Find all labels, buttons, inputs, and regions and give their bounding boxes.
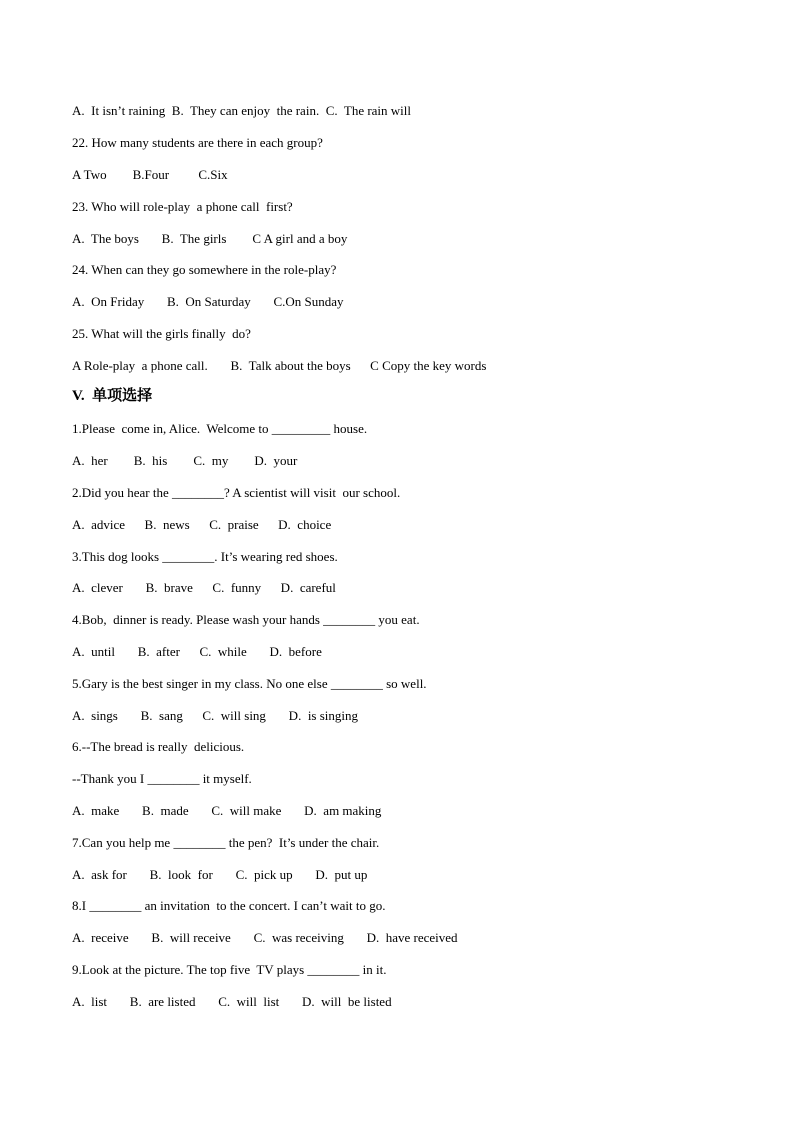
mc-question-8: 8.I ________ an invitation to the concert. I can’t wait to go.	[72, 898, 386, 913]
mc-question-3-options: A. clever B. brave C. funny D. careful	[72, 580, 336, 595]
question-22: 22. How many students are there in each group?	[72, 135, 323, 150]
mc-question-5: 5.Gary is the best singer in my class. No one else ________ so well.	[72, 676, 427, 691]
mc-question-6-reply: --Thank you I ________ it myself.	[72, 771, 252, 786]
question-25: 25. What will the girls finally do?	[72, 326, 251, 341]
question-21-options: A. It isn’t raining B. They can enjoy the rain. C. The rain will	[72, 103, 412, 118]
question-22-options: A Two B.Four C.Six	[72, 167, 228, 182]
mc-question-1-options: A. her B. his C. my D. your	[72, 453, 298, 468]
section-heading: V. 单项选择	[72, 388, 153, 404]
question-23: 23. Who will role-play a phone call first?	[72, 199, 293, 214]
mc-question-2: 2.Did you hear the ________? A scientist will visit our school.	[72, 485, 401, 500]
question-24: 24. When can they go somewhere in the role-play?	[72, 262, 337, 277]
question-24-options: A. On Friday B. On Saturday C.On Sunday	[72, 294, 344, 309]
mc-question-9: 9.Look at the picture. The top five TV plays ________ in it.	[72, 962, 387, 977]
mc-question-1: 1.Please come in, Alice. Welcome to _________ house.	[72, 421, 368, 436]
mc-question-6-options: A. make B. made C. will make D. am making	[72, 803, 382, 818]
mc-question-2-options: A. advice B. news C. praise D. choice	[72, 517, 332, 532]
mc-question-7: 7.Can you help me ________ the pen? It’s under the chair.	[72, 835, 380, 850]
mc-question-9-options: A. list B. are listed C. will list D. will be listed	[72, 994, 392, 1009]
mc-question-7-options: A. ask for B. look for C. pick up D. put up	[72, 867, 368, 882]
mc-question-3: 3.This dog looks ________. It’s wearing red shoes.	[72, 549, 338, 564]
mc-question-6: 6.--The bread is really delicious.	[72, 739, 245, 754]
mc-question-8-options: A. receive B. will receive C. was receiving D. have received	[72, 930, 458, 945]
mc-question-4-options: A. until B. after C. while D. before	[72, 644, 322, 659]
mc-question-5-options: A. sings B. sang C. will sing D. is singing	[72, 708, 359, 723]
mc-question-4: 4.Bob, dinner is ready. Please wash your hands ________ you eat.	[72, 612, 420, 627]
question-25-options: A Role-play a phone call. B. Talk about the boys C Copy the key words	[72, 358, 487, 373]
question-23-options: A. The boys B. The girls C A girl and a boy	[72, 231, 348, 246]
